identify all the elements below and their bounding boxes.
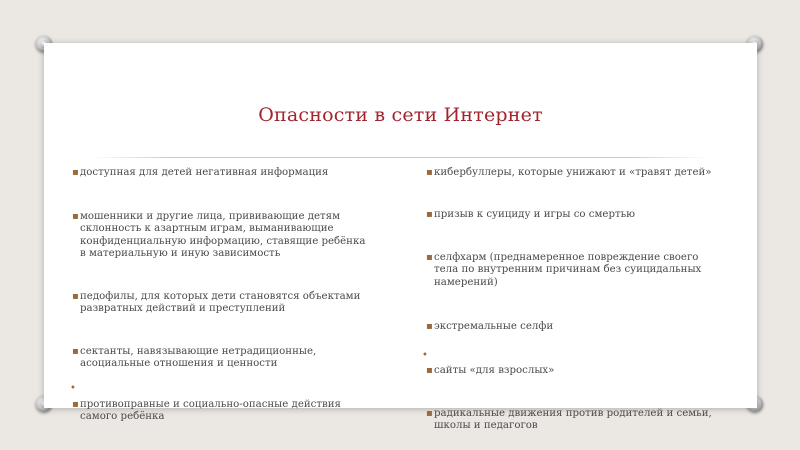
bullet-icon: ▪ <box>426 408 433 419</box>
list-item <box>72 399 370 424</box>
list-item <box>426 209 724 221</box>
list-item-text: доступная для детей негативная информация <box>80 167 329 178</box>
list-item-text: сектанты, навязывающие нетрадиционные, асоциальные отношения и ценности <box>80 346 317 370</box>
list-item-text: экстремальные селфи <box>434 321 554 332</box>
bullet-icon: ▪ <box>426 365 433 376</box>
bullet-icon: ▪ <box>426 252 433 263</box>
list-item-text: педофилы, для которых дети становятся объектами развратных действий и преступлений <box>80 291 361 315</box>
list-item-text: сайты «для взрослых» <box>434 365 555 376</box>
bullet-icon: ▪ <box>426 167 433 178</box>
list-item-text: кибербуллеры, которые унижают и «травят детей» <box>434 167 712 178</box>
list-item <box>72 211 370 261</box>
list-item <box>426 365 724 377</box>
bullet-icon: ▪ <box>72 291 79 302</box>
slide-title: Опасности в сети Интернет <box>258 104 543 126</box>
title-divider <box>92 157 708 158</box>
list-item <box>72 291 370 316</box>
list-item <box>426 252 724 289</box>
bullet-icon: ▪ <box>72 399 79 410</box>
list-item <box>426 321 724 333</box>
list-item <box>72 346 350 371</box>
list-item <box>426 167 724 179</box>
bullet-icon: ▪ <box>72 346 79 357</box>
list-item-text: мошенники и другие лица, прививающие детям склонность к азартным играм, выманивающие конфиденциальную информацию, ставящие ребёнка в материальную и иную зависимость <box>80 211 366 260</box>
bullet-icon: ▪ <box>72 167 79 178</box>
empty-bullet-icon: • <box>70 383 76 394</box>
list-item-text: противоправные и социально-опасные действия самого ребёнка <box>80 399 341 423</box>
bullet-icon: ▪ <box>72 211 79 222</box>
empty-bullet-icon: • <box>422 350 428 361</box>
list-item <box>426 408 724 433</box>
list-item-text: селфхарм (преднамеренное повреждение своего тела по внутренним причинам без суицидальных намерений) <box>434 252 702 288</box>
bullet-icon: ▪ <box>426 321 433 332</box>
bullet-icon: ▪ <box>426 209 433 220</box>
list-item <box>72 167 370 179</box>
slide <box>44 43 757 432</box>
list-item-text: радикальные движения против родителей и семьи, школы и педагогов <box>434 408 712 432</box>
list-item-text: призыв к суициду и игры со смертью <box>434 209 636 220</box>
